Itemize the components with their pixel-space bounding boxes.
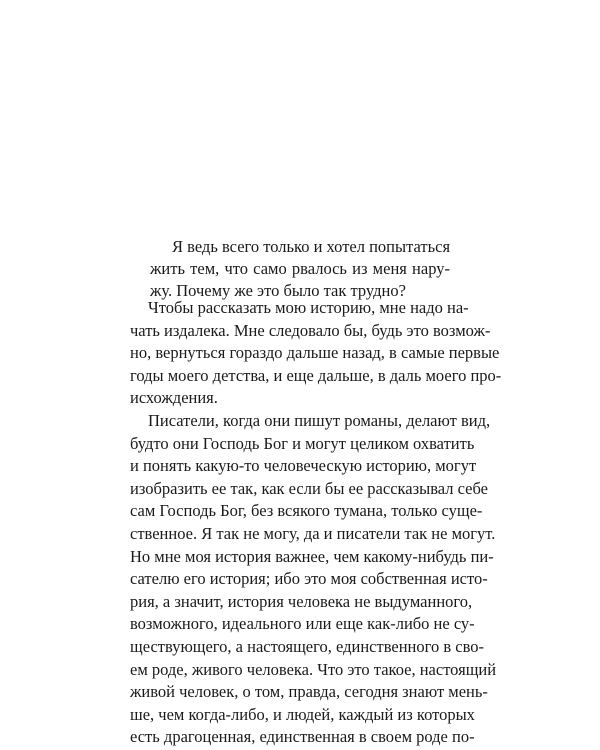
paragraph-1	[130, 297, 502, 410]
text-line: Чтобы рассказать мою историю, мне надо на-	[148, 298, 469, 317]
text-line: ственное. Я так не могу, да и писатели так не могут.	[130, 523, 496, 543]
body-text	[130, 297, 502, 749]
text-line: ществующего, а настоящего, единственного в сво-	[130, 636, 485, 656]
text-line: Но мне моя история важнее, чем какому-нибудь пи-	[130, 546, 494, 566]
epigraph-line: жить тем, что само рвалось из меня нару-	[150, 259, 450, 278]
epigraph	[150, 236, 450, 302]
text-line: исхождения.	[130, 388, 218, 408]
text-line: изобразить ее так, как если бы ее рассказывал себе	[130, 478, 488, 498]
text-line: возможного, идеального или еще как-либо не су-	[130, 614, 475, 634]
paragraph-2	[130, 410, 497, 749]
text-line: но, вернуться гораздо дальше назад, в самые первые	[130, 343, 500, 363]
text-line: ше, чем когда-либо, и людей, каждый из которых	[130, 704, 475, 724]
text-line: сам Господь Бог, без всякого тумана, только суще-	[130, 501, 483, 521]
epigraph-line: Я ведь всего только и хотел попытаться	[172, 237, 451, 256]
text-line: живой человек, о том, правда, сегодня знают мень-	[130, 682, 488, 702]
text-line: чать издалека. Мне следовало бы, будь это возмож-	[130, 320, 491, 340]
text-line: будто они Господь Бог и могут целиком охватить	[130, 433, 475, 453]
text-line: есть драгоценная, единственная в своем роде по-	[130, 727, 475, 747]
text-line: сателю его история; ибо это моя собственная исто-	[130, 569, 488, 589]
text-line: Писатели, когда они пишут романы, делают вид,	[148, 410, 491, 430]
text-line: рия, а значит, история человека не выдуманного,	[130, 591, 473, 611]
epigraph-line: жу. Почему же это было так трудно?	[150, 281, 406, 300]
text-line: годы моего детства, и еще дальше, в даль моего про-	[130, 365, 502, 385]
text-line: ем роде, живого человека. Что это такое, настоящий	[130, 659, 497, 679]
text-line: и понять какую-то человеческую историю, могут	[130, 456, 477, 476]
